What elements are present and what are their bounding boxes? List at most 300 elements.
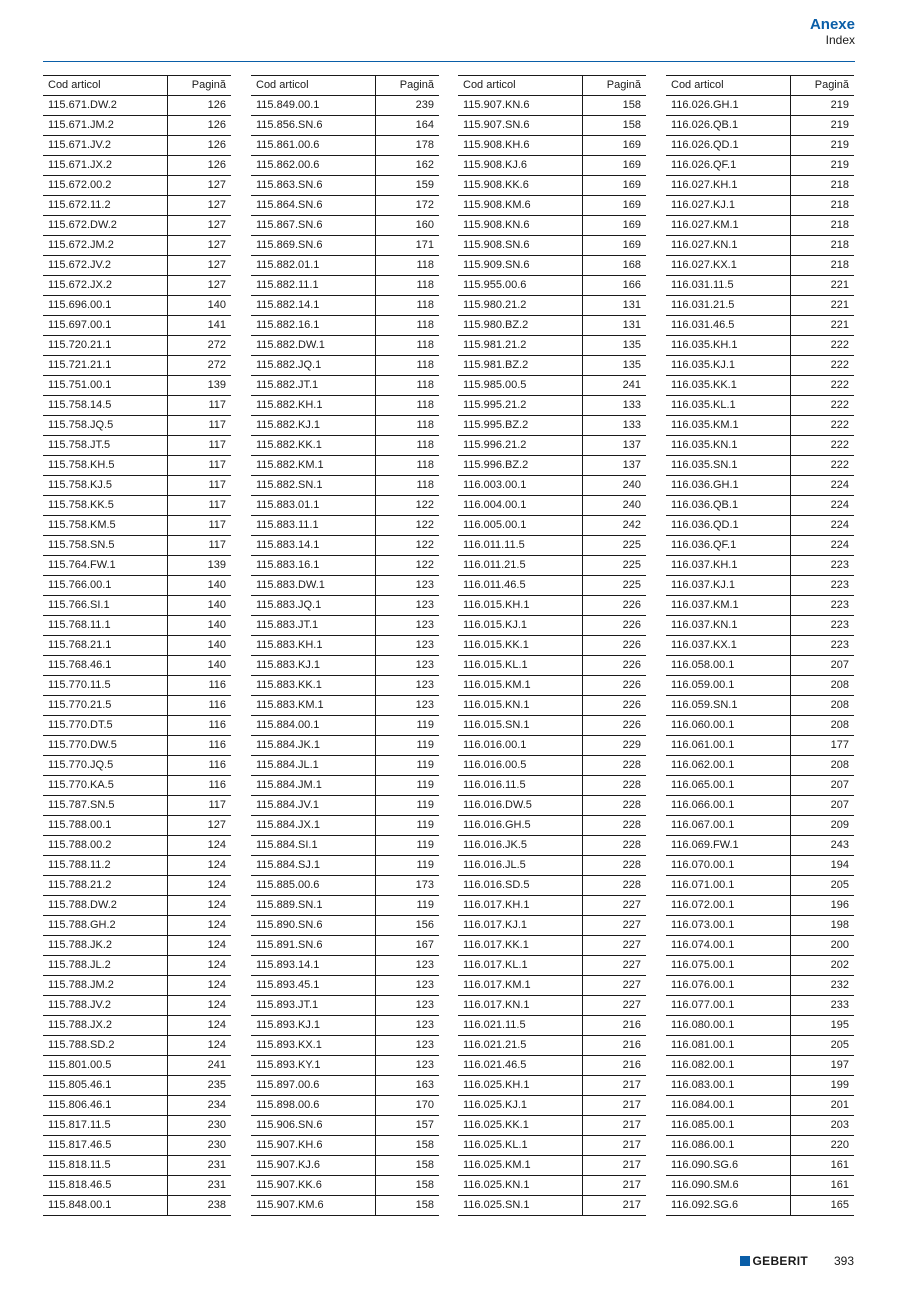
- table-row: [43, 896, 231, 916]
- page-ref: 123: [375, 1036, 439, 1056]
- article-code: 115.996.21.2: [458, 436, 582, 456]
- table-row: [666, 316, 854, 336]
- page-ref: 158: [375, 1196, 439, 1216]
- page-ref: 226: [582, 676, 646, 696]
- page-ref: 116: [167, 676, 231, 696]
- table-row: [43, 216, 231, 236]
- table-row: [251, 1116, 439, 1136]
- table-row: [458, 256, 646, 276]
- table-row: [43, 776, 231, 796]
- article-code: 115.817.46.5: [43, 1136, 167, 1156]
- table-row: [251, 396, 439, 416]
- table-row: [666, 716, 854, 736]
- table-row: [43, 436, 231, 456]
- article-code: 115.672.11.2: [43, 196, 167, 216]
- article-code: 116.025.KN.1: [458, 1176, 582, 1196]
- page-ref: 139: [167, 556, 231, 576]
- page-ref: 223: [790, 636, 854, 656]
- header-divider: [43, 61, 855, 62]
- table-row: [666, 696, 854, 716]
- table-row: [458, 496, 646, 516]
- article-code: 115.867.SN.6: [251, 216, 375, 236]
- page-ref: 218: [790, 216, 854, 236]
- page-ref: 123: [375, 656, 439, 676]
- page-ref: 165: [790, 1196, 854, 1216]
- table-row: [666, 356, 854, 376]
- table-row: [251, 316, 439, 336]
- article-code: 116.003.00.1: [458, 476, 582, 496]
- table-row: [251, 996, 439, 1016]
- table-row: [251, 416, 439, 436]
- article-code: 116.027.KN.1: [666, 236, 790, 256]
- page-ref: 223: [790, 596, 854, 616]
- page-ref: 208: [790, 696, 854, 716]
- page-ref: 239: [375, 96, 439, 116]
- page-ref: 122: [375, 516, 439, 536]
- page-ref: 131: [582, 316, 646, 336]
- article-code: 116.035.KJ.1: [666, 356, 790, 376]
- table-row: [251, 636, 439, 656]
- table-row: [43, 256, 231, 276]
- table-row: [458, 1116, 646, 1136]
- table-row: [458, 276, 646, 296]
- article-code: 115.849.00.1: [251, 96, 375, 116]
- table-row: [458, 996, 646, 1016]
- page-ref: 133: [582, 396, 646, 416]
- article-code: 116.037.KJ.1: [666, 576, 790, 596]
- table-row: [666, 636, 854, 656]
- page-ref: 117: [167, 496, 231, 516]
- article-code: 115.788.DW.2: [43, 896, 167, 916]
- page-ref: 224: [790, 536, 854, 556]
- article-code: 116.025.KH.1: [458, 1076, 582, 1096]
- article-code: 115.788.SD.2: [43, 1036, 167, 1056]
- article-code: 115.882.KK.1: [251, 436, 375, 456]
- table-row: [251, 696, 439, 716]
- article-code: 115.671.JV.2: [43, 136, 167, 156]
- page-ref: 126: [167, 136, 231, 156]
- article-code: 115.884.JV.1: [251, 796, 375, 816]
- article-code: 115.882.11.1: [251, 276, 375, 296]
- table-row: [666, 1156, 854, 1176]
- table-row: [251, 256, 439, 276]
- table-row: [458, 796, 646, 816]
- article-code: 116.036.QF.1: [666, 536, 790, 556]
- article-code: 115.882.JQ.1: [251, 356, 375, 376]
- article-code: 116.027.KJ.1: [666, 196, 790, 216]
- article-code: 115.671.DW.2: [43, 96, 167, 116]
- page-ref: 201: [790, 1096, 854, 1116]
- article-code: 115.770.11.5: [43, 676, 167, 696]
- table-row: [251, 836, 439, 856]
- page-ref: 221: [790, 276, 854, 296]
- article-code: 115.908.KN.6: [458, 216, 582, 236]
- page-ref: 217: [582, 1096, 646, 1116]
- article-code: 115.770.JQ.5: [43, 756, 167, 776]
- table-row: [43, 96, 231, 116]
- article-code: 116.015.KH.1: [458, 596, 582, 616]
- table-row: [458, 556, 646, 576]
- page-ref: 123: [375, 596, 439, 616]
- article-code: 115.906.SN.6: [251, 1116, 375, 1136]
- table-row: [43, 1116, 231, 1136]
- page-ref: 163: [375, 1076, 439, 1096]
- article-code: 115.883.JT.1: [251, 616, 375, 636]
- table-row: [43, 916, 231, 936]
- article-code: 116.017.KM.1: [458, 976, 582, 996]
- table-row: [666, 476, 854, 496]
- article-code: 115.882.01.1: [251, 256, 375, 276]
- page-ref: 169: [582, 236, 646, 256]
- page-ref: 224: [790, 476, 854, 496]
- article-code: 116.037.KM.1: [666, 596, 790, 616]
- page-ref: 116: [167, 716, 231, 736]
- table-row: [458, 936, 646, 956]
- article-code: 115.955.00.6: [458, 276, 582, 296]
- table-row: [43, 796, 231, 816]
- header-page: Pagină: [790, 76, 854, 96]
- article-code: 116.016.GH.5: [458, 816, 582, 836]
- page-ref: 218: [790, 236, 854, 256]
- article-code: 116.060.00.1: [666, 716, 790, 736]
- article-code: 115.907.KK.6: [251, 1176, 375, 1196]
- article-code: 116.017.KJ.1: [458, 916, 582, 936]
- table-row: [43, 296, 231, 316]
- article-code: 116.027.KX.1: [666, 256, 790, 276]
- table-row: [251, 776, 439, 796]
- article-code: 115.672.DW.2: [43, 216, 167, 236]
- page-ref: 161: [790, 1156, 854, 1176]
- table-row: [458, 576, 646, 596]
- article-code: 116.035.KN.1: [666, 436, 790, 456]
- table-row: [43, 336, 231, 356]
- table-row: [458, 1076, 646, 1096]
- page-ref: 205: [790, 1036, 854, 1056]
- page-ref: 117: [167, 456, 231, 476]
- article-code: 116.031.11.5: [666, 276, 790, 296]
- table-row: [666, 256, 854, 276]
- article-code: 116.015.KK.1: [458, 636, 582, 656]
- page-ref: 118: [375, 276, 439, 296]
- article-code: 115.995.BZ.2: [458, 416, 582, 436]
- table-row: [251, 916, 439, 936]
- article-code: 116.011.11.5: [458, 536, 582, 556]
- article-code: 115.788.JX.2: [43, 1016, 167, 1036]
- page-ref: 202: [790, 956, 854, 976]
- index-table-4: [666, 75, 854, 1216]
- article-code: 115.788.JV.2: [43, 996, 167, 1016]
- table-row: [666, 956, 854, 976]
- table-row: [458, 196, 646, 216]
- page-ref: 126: [167, 96, 231, 116]
- table-row: [458, 1096, 646, 1116]
- table-row: [458, 636, 646, 656]
- page-ref: 123: [375, 696, 439, 716]
- article-code: 115.863.SN.6: [251, 176, 375, 196]
- page-ref: 123: [375, 616, 439, 636]
- table-row: [251, 816, 439, 836]
- page-ref: 231: [167, 1176, 231, 1196]
- index-table-3: [458, 75, 646, 1216]
- article-code: 116.076.00.1: [666, 976, 790, 996]
- table-row: [666, 836, 854, 856]
- page-ref: 169: [582, 216, 646, 236]
- table-row: [666, 556, 854, 576]
- page-ref: 117: [167, 516, 231, 536]
- page-ref: 194: [790, 856, 854, 876]
- table-row: [43, 936, 231, 956]
- article-code: 115.893.KJ.1: [251, 1016, 375, 1036]
- article-code: 115.787.SN.5: [43, 796, 167, 816]
- table-row: [251, 376, 439, 396]
- article-code: 115.985.00.5: [458, 376, 582, 396]
- table-row: [43, 1016, 231, 1036]
- article-code: 115.883.11.1: [251, 516, 375, 536]
- table-row: [458, 856, 646, 876]
- table-row: [43, 1136, 231, 1156]
- table-row: [458, 656, 646, 676]
- page-ref: 224: [790, 496, 854, 516]
- article-code: 115.893.KX.1: [251, 1036, 375, 1056]
- page-ref: 241: [582, 376, 646, 396]
- table-row: [43, 816, 231, 836]
- table-row: [251, 496, 439, 516]
- page-ref: 135: [582, 356, 646, 376]
- article-code: 116.017.KN.1: [458, 996, 582, 1016]
- table-row: [251, 96, 439, 116]
- page-ref: 226: [582, 696, 646, 716]
- article-code: 115.848.00.1: [43, 1196, 167, 1216]
- table-row: [666, 216, 854, 236]
- table-row: [458, 776, 646, 796]
- article-code: 116.074.00.1: [666, 936, 790, 956]
- article-code: 116.035.KK.1: [666, 376, 790, 396]
- article-code: 115.883.JQ.1: [251, 596, 375, 616]
- article-code: 115.883.KH.1: [251, 636, 375, 656]
- page-ref: 140: [167, 656, 231, 676]
- article-code: 115.891.SN.6: [251, 936, 375, 956]
- article-code: 115.758.JQ.5: [43, 416, 167, 436]
- article-code: 115.907.KM.6: [251, 1196, 375, 1216]
- table-row: [251, 976, 439, 996]
- page-ref: 135: [582, 336, 646, 356]
- page-ref: 200: [790, 936, 854, 956]
- table-row: [666, 196, 854, 216]
- table-row: [43, 1156, 231, 1176]
- page-ref: 158: [375, 1136, 439, 1156]
- table-row: [251, 196, 439, 216]
- page-ref: 119: [375, 716, 439, 736]
- table-row: [458, 1196, 646, 1216]
- page-ref: 117: [167, 436, 231, 456]
- page-ref: 119: [375, 756, 439, 776]
- table-row: [43, 556, 231, 576]
- page-ref: 140: [167, 576, 231, 596]
- article-code: 115.909.SN.6: [458, 256, 582, 276]
- table-row: [43, 1096, 231, 1116]
- table-row: [666, 656, 854, 676]
- table-row: [666, 496, 854, 516]
- page-ref: 118: [375, 256, 439, 276]
- article-code: 115.884.SJ.1: [251, 856, 375, 876]
- article-code: 116.016.JK.5: [458, 836, 582, 856]
- table-row: [458, 956, 646, 976]
- table-row: [666, 1096, 854, 1116]
- article-code: 115.893.14.1: [251, 956, 375, 976]
- table-row: [43, 596, 231, 616]
- table-row: [666, 136, 854, 156]
- header-code: Cod articol: [251, 76, 375, 96]
- table-row: [666, 1056, 854, 1076]
- table-row: [43, 716, 231, 736]
- article-code: 115.883.16.1: [251, 556, 375, 576]
- page-ref: 232: [790, 976, 854, 996]
- table-row: [666, 396, 854, 416]
- article-code: 116.035.KM.1: [666, 416, 790, 436]
- article-code: 116.059.SN.1: [666, 696, 790, 716]
- article-code: 116.025.KM.1: [458, 1156, 582, 1176]
- page-ref: 124: [167, 976, 231, 996]
- page-ref: 228: [582, 836, 646, 856]
- table-row: [251, 336, 439, 356]
- table-row: [666, 1176, 854, 1196]
- page-ref: 217: [582, 1076, 646, 1096]
- article-code: 115.672.JV.2: [43, 256, 167, 276]
- article-code: 115.788.JK.2: [43, 936, 167, 956]
- page-ref: 127: [167, 276, 231, 296]
- page-ref: 158: [582, 116, 646, 136]
- brand-name: GEBERIT: [752, 1254, 808, 1268]
- table-row: [666, 876, 854, 896]
- page-ref: 124: [167, 856, 231, 876]
- article-code: 116.016.11.5: [458, 776, 582, 796]
- article-code: 115.768.11.1: [43, 616, 167, 636]
- article-code: 116.035.SN.1: [666, 456, 790, 476]
- page-ref: 272: [167, 336, 231, 356]
- table-row: [458, 896, 646, 916]
- section-title: Anexe: [809, 16, 855, 33]
- page-ref: 122: [375, 536, 439, 556]
- table-row: [43, 496, 231, 516]
- table-row: [43, 1176, 231, 1196]
- page-ref: 198: [790, 916, 854, 936]
- page-ref: 167: [375, 936, 439, 956]
- article-code: 115.908.KK.6: [458, 176, 582, 196]
- page-ref: 131: [582, 296, 646, 316]
- table-row: [458, 836, 646, 856]
- article-code: 115.882.16.1: [251, 316, 375, 336]
- table-row: [43, 476, 231, 496]
- article-code: 115.801.00.5: [43, 1056, 167, 1076]
- page-ref: 140: [167, 636, 231, 656]
- article-code: 115.856.SN.6: [251, 116, 375, 136]
- table-row: [666, 996, 854, 1016]
- article-code: 115.869.SN.6: [251, 236, 375, 256]
- table-row: [43, 956, 231, 976]
- table-row: [666, 856, 854, 876]
- article-code: 115.758.KM.5: [43, 516, 167, 536]
- table-row: [666, 376, 854, 396]
- page-ref: 228: [582, 856, 646, 876]
- page-ref: 219: [790, 116, 854, 136]
- page-ref: 141: [167, 316, 231, 336]
- article-code: 115.882.JT.1: [251, 376, 375, 396]
- page-ref: 219: [790, 96, 854, 116]
- article-code: 116.081.00.1: [666, 1036, 790, 1056]
- table-row: [458, 356, 646, 376]
- table-row: [251, 856, 439, 876]
- article-code: 115.758.KH.5: [43, 456, 167, 476]
- page-ref: 218: [790, 176, 854, 196]
- article-code: 115.818.11.5: [43, 1156, 167, 1176]
- page-ref: 219: [790, 136, 854, 156]
- page-ref: 122: [375, 556, 439, 576]
- table-row: [666, 236, 854, 256]
- header-code: Cod articol: [458, 76, 582, 96]
- table-row: [666, 516, 854, 536]
- article-code: 115.981.BZ.2: [458, 356, 582, 376]
- page-ref: 123: [375, 996, 439, 1016]
- article-code: 116.017.KH.1: [458, 896, 582, 916]
- article-code: 116.016.DW.5: [458, 796, 582, 816]
- page-ref: 222: [790, 376, 854, 396]
- table-row: [666, 776, 854, 796]
- table-row: [43, 116, 231, 136]
- page-ref: 119: [375, 836, 439, 856]
- article-code: 115.770.KA.5: [43, 776, 167, 796]
- page-ref: 228: [582, 756, 646, 776]
- page-ref: 119: [375, 896, 439, 916]
- table-row: [251, 1076, 439, 1096]
- table-row: [251, 656, 439, 676]
- page-ref: 123: [375, 976, 439, 996]
- page-ref: 117: [167, 476, 231, 496]
- table-row: [251, 356, 439, 376]
- article-code: 116.036.GH.1: [666, 476, 790, 496]
- page-ref: 177: [790, 736, 854, 756]
- page-ref: 164: [375, 116, 439, 136]
- table-row: [251, 556, 439, 576]
- page-ref: 229: [582, 736, 646, 756]
- article-code: 115.788.00.2: [43, 836, 167, 856]
- table-row: [43, 636, 231, 656]
- page-ref: 226: [582, 636, 646, 656]
- page-ref: 124: [167, 1036, 231, 1056]
- page-ref: 218: [790, 256, 854, 276]
- page-ref: 217: [582, 1196, 646, 1216]
- table-row: [458, 1036, 646, 1056]
- page-ref: 207: [790, 776, 854, 796]
- table-row: [251, 896, 439, 916]
- page-ref: 126: [167, 116, 231, 136]
- page-ref: 207: [790, 796, 854, 816]
- table-row: [43, 736, 231, 756]
- article-code: 116.016.00.5: [458, 756, 582, 776]
- table-row: [43, 376, 231, 396]
- article-code: 116.092.SG.6: [666, 1196, 790, 1216]
- article-code: 115.805.46.1: [43, 1076, 167, 1096]
- page-ref: 225: [582, 536, 646, 556]
- article-code: 115.758.KJ.5: [43, 476, 167, 496]
- table-row: [458, 476, 646, 496]
- page-ref: 240: [582, 476, 646, 496]
- article-code: 115.758.JT.5: [43, 436, 167, 456]
- article-code: 115.885.00.6: [251, 876, 375, 896]
- table-row: [251, 1156, 439, 1176]
- page-ref: 124: [167, 836, 231, 856]
- article-code: 115.898.00.6: [251, 1096, 375, 1116]
- page-ref: 228: [582, 796, 646, 816]
